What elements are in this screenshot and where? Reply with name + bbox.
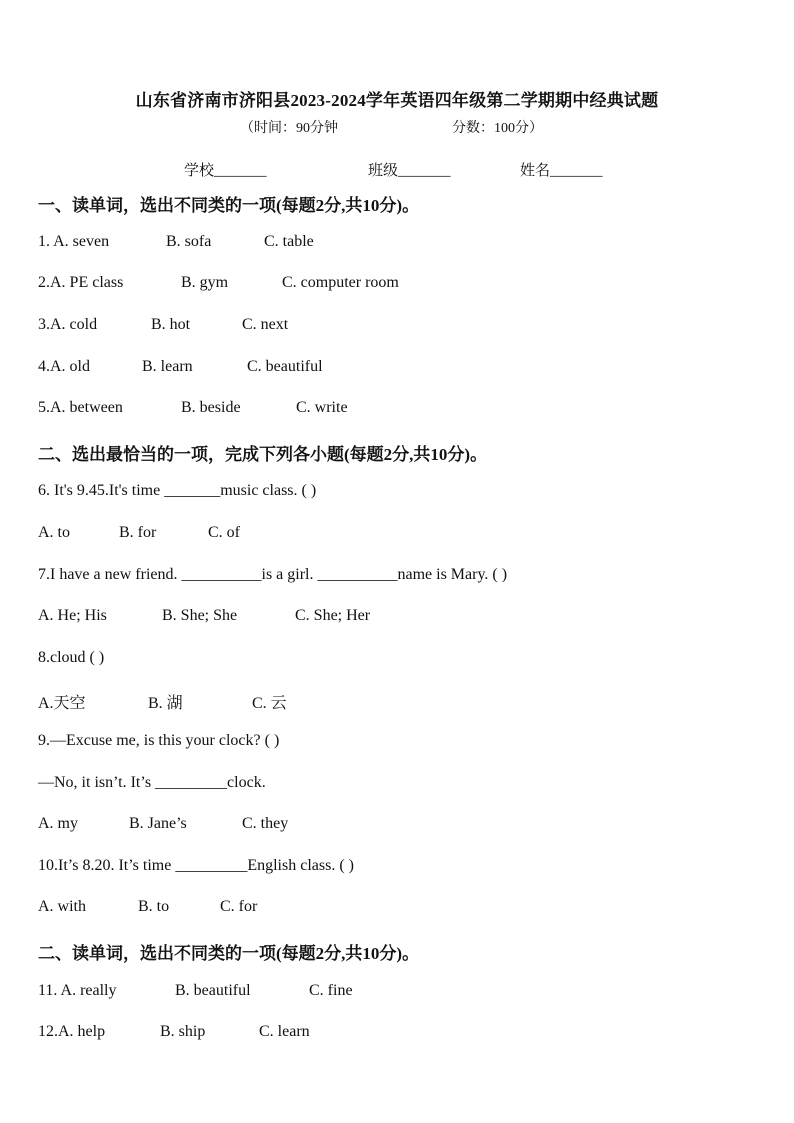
option-b: B. hot [151,316,191,333]
question-row [38,399,758,421]
option-b: B. gym [181,274,229,291]
question-stem: 9.—Excuse me, is this your clock? ( ) [38,732,280,749]
option-a: A. with [38,898,86,915]
option-c: C. for [220,898,258,915]
question-row [38,1023,758,1045]
option-b: B. 湖 [148,695,183,712]
name-field: 姓名_______ [520,163,603,179]
option-c: C. computer room [282,274,399,291]
option-a: A. to [38,524,70,541]
school-field: 学校_______ [184,163,267,179]
option-b: B. beautiful [175,982,251,999]
option-a: A.天空 [38,695,86,712]
option-a: 4.A. old [38,358,90,375]
option-c: C. write [296,399,348,416]
class-field: 班级_______ [368,163,451,179]
option-b: B. for [119,524,157,541]
option-b: B. Jane’s [129,815,187,832]
option-a: 12.A. help [38,1023,106,1040]
option-b: B. learn [142,358,193,375]
option-a: A. He; His [38,607,107,624]
answer-options-row [38,690,758,712]
option-c: C. table [264,233,314,250]
option-c: C. fine [309,982,353,999]
option-a: A. my [38,815,78,832]
question-row [38,274,758,296]
section-heading-3: 二、读单词，选出不同类的一项(每题2分,共10分)。 [38,944,420,963]
answer-options-row [38,898,758,920]
option-c: C. learn [259,1023,310,1040]
answer-options-row [38,524,758,546]
question-stem-response: —No, it isn’t. It’s _________clock. [38,774,266,791]
exam-time: （时间：90分钟 [240,121,338,136]
question-row [38,233,758,255]
question-row [38,316,758,338]
option-a: 1. A. seven [38,233,110,250]
section-heading-2: 二、选出最恰当的一项，完成下列各小题(每题2分,共10分)。 [38,445,488,464]
option-c: C. of [208,524,240,541]
exam-score: 分数：100分） [452,121,543,136]
option-a: 3.A. cold [38,316,98,333]
option-b: B. She; She [162,607,238,624]
option-a: 2.A. PE class [38,274,124,291]
option-b: B. sofa [166,233,212,250]
option-c: C. She; Her [295,607,371,624]
answer-options-row [38,607,758,629]
answer-options-row [38,815,758,837]
option-c: C. beautiful [247,358,323,375]
option-b: B. to [138,898,170,915]
option-a: 11. A. really [38,982,117,999]
section-heading-1: 一、读单词，选出不同类的一项(每题2分,共10分)。 [38,196,420,215]
question-stem: 10.It’s 8.20. It’s time _________English class. ( ) [38,857,354,874]
option-a: 5.A. between [38,399,123,416]
question-stem: 7.I have a new friend. __________is a girl. __________name is Mary. ( ) [38,566,508,583]
option-b: B. ship [160,1023,206,1040]
option-b: B. beside [181,399,241,416]
question-stem: 8.cloud ( ) [38,649,105,666]
page-title: 山东省济南市济阳县2023-2024学年英语四年级第二学期期中经典试题 [135,91,659,110]
option-c: C. they [242,815,289,832]
option-c: C. next [242,316,289,333]
option-c: C. 云 [252,695,287,712]
question-row [38,358,758,380]
question-row [38,982,758,1004]
question-stem: 6. It's 9.45.It's time _______music class. ( ) [38,482,317,499]
